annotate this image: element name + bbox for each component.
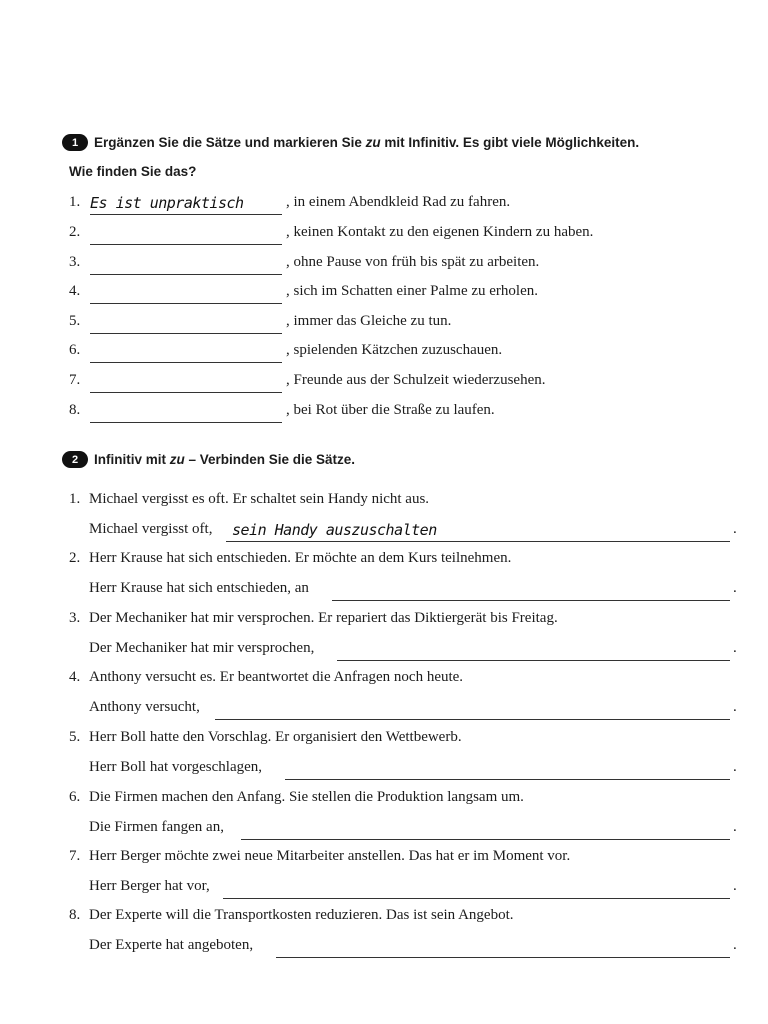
item-number: 6.	[69, 342, 81, 358]
answer-field[interactable]	[90, 194, 282, 215]
item-number: 8.	[69, 907, 81, 923]
item-end: .	[733, 640, 737, 656]
item-number: 1.	[69, 491, 81, 507]
exercise-1-instruction-b: mit Infinitiv. Es gibt viele Möglichkeiten.	[380, 135, 640, 150]
exercise-2-number-badge: 2	[62, 451, 88, 468]
item-end: .	[733, 819, 737, 835]
exercise-1-item	[0, 254, 768, 276]
item-number: 8.	[69, 402, 81, 418]
item-stem: Der Mechaniker hat mir versprochen,	[89, 640, 315, 656]
sentence-tail: , ohne Pause von früh bis spät zu arbeiten.	[286, 254, 540, 270]
exercise-1-item	[0, 402, 768, 424]
answer-field[interactable]	[90, 254, 282, 275]
item-number: 4.	[69, 669, 81, 685]
exercise-2-title-b: – Verbinden Sie die Sätze.	[184, 452, 356, 467]
exercise-2-title-a: Infinitiv mit	[94, 452, 170, 467]
item-number: 6.	[69, 789, 81, 805]
answer-field[interactable]	[337, 640, 730, 661]
sentence-tail: , in einem Abendkleid Rad zu fahren.	[286, 194, 511, 210]
item-prompt: Herr Krause hat sich entschieden. Er möchte an dem Kurs teilnehmen.	[89, 550, 512, 566]
item-stem: Der Experte hat angeboten,	[89, 937, 254, 953]
item-prompt: Herr Boll hatte den Vorschlag. Er organisiert den Wettbewerb.	[89, 729, 462, 745]
answer-field[interactable]	[90, 402, 282, 423]
item-end: .	[733, 937, 737, 953]
exercise-1-item	[0, 194, 768, 216]
item-stem: Die Firmen fangen an,	[89, 819, 224, 835]
answer-field[interactable]	[285, 759, 730, 780]
item-end: .	[733, 759, 737, 775]
item-number: 3.	[69, 610, 81, 626]
item-stem: Michael vergisst oft,	[89, 521, 213, 537]
handwritten-answer: sein Handy auszuschalten	[232, 521, 437, 539]
answer-field[interactable]	[90, 313, 282, 334]
answer-field[interactable]	[332, 580, 730, 601]
exercise-1-number-badge: 1	[62, 134, 88, 151]
item-number: 5.	[69, 313, 81, 329]
item-number: 2.	[69, 550, 81, 566]
item-number: 7.	[69, 372, 81, 388]
exercise-1-instruction-a: Ergänzen Sie die Sätze und markieren Sie	[94, 135, 366, 150]
item-prompt: Herr Berger möchte zwei neue Mitarbeiter anstellen. Das hat er im Moment vor.	[89, 848, 571, 864]
answer-field[interactable]	[241, 819, 730, 840]
sentence-tail: , sich im Schatten einer Palme zu erholen.	[286, 283, 539, 299]
item-prompt: Michael vergisst es oft. Er schaltet sein Handy nicht aus.	[89, 491, 430, 507]
exercise-1-item	[0, 283, 768, 305]
answer-field[interactable]	[223, 878, 730, 899]
exercise-1-item	[0, 313, 768, 335]
item-end: .	[733, 699, 737, 715]
item-number: 4.	[69, 283, 81, 299]
sentence-tail: , bei Rot über die Straße zu laufen.	[286, 402, 495, 418]
item-stem: Herr Berger hat vor,	[89, 878, 210, 894]
item-prompt: Die Firmen machen den Anfang. Sie stellen die Produktion langsam um.	[89, 789, 524, 805]
exercise-1-heading	[62, 134, 639, 151]
item-number: 5.	[69, 729, 81, 745]
exercise-1-item	[0, 342, 768, 364]
item-stem: Herr Krause hat sich entschieden, an	[89, 580, 309, 596]
item-number: 1.	[69, 194, 81, 210]
exercise-1-item	[0, 224, 768, 246]
sentence-tail: , spielenden Kätzchen zuzuschauen.	[286, 342, 503, 358]
item-prompt: Der Mechaniker hat mir versprochen. Er repariert das Diktiergerät bis Freitag.	[89, 610, 558, 626]
exercise-1-subheading: Wie finden Sie das?	[69, 164, 197, 179]
sentence-tail: , immer das Gleiche zu tun.	[286, 313, 452, 329]
answer-field[interactable]	[215, 699, 730, 720]
answer-field[interactable]	[226, 521, 730, 542]
handwritten-answer: Es ist unpraktisch	[90, 194, 244, 212]
answer-field[interactable]	[90, 283, 282, 304]
answer-field[interactable]	[276, 937, 730, 958]
exercise-2-title-zu: zu	[169, 452, 185, 467]
exercise-1-item	[0, 372, 768, 394]
sentence-tail: , Freunde aus der Schulzeit wiederzusehen.	[286, 372, 546, 388]
item-end: .	[733, 580, 737, 596]
item-end: .	[733, 878, 737, 894]
item-prompt: Anthony versucht es. Er beantwortet die Anfragen noch heute.	[89, 669, 464, 685]
answer-field[interactable]	[90, 224, 282, 245]
item-number: 3.	[69, 254, 81, 270]
item-prompt: Der Experte will die Transportkosten reduzieren. Das ist sein Angebot.	[89, 907, 514, 923]
item-number: 7.	[69, 848, 81, 864]
answer-field[interactable]	[90, 372, 282, 393]
item-end: .	[733, 521, 737, 537]
sentence-tail: , keinen Kontakt zu den eigenen Kindern zu haben.	[286, 224, 594, 240]
answer-field[interactable]	[90, 342, 282, 363]
exercise-1-instruction-zu: zu	[365, 135, 381, 150]
item-number: 2.	[69, 224, 81, 240]
exercise-2-heading	[62, 451, 355, 468]
item-stem: Anthony versucht,	[89, 699, 200, 715]
item-stem: Herr Boll hat vorgeschlagen,	[89, 759, 263, 775]
